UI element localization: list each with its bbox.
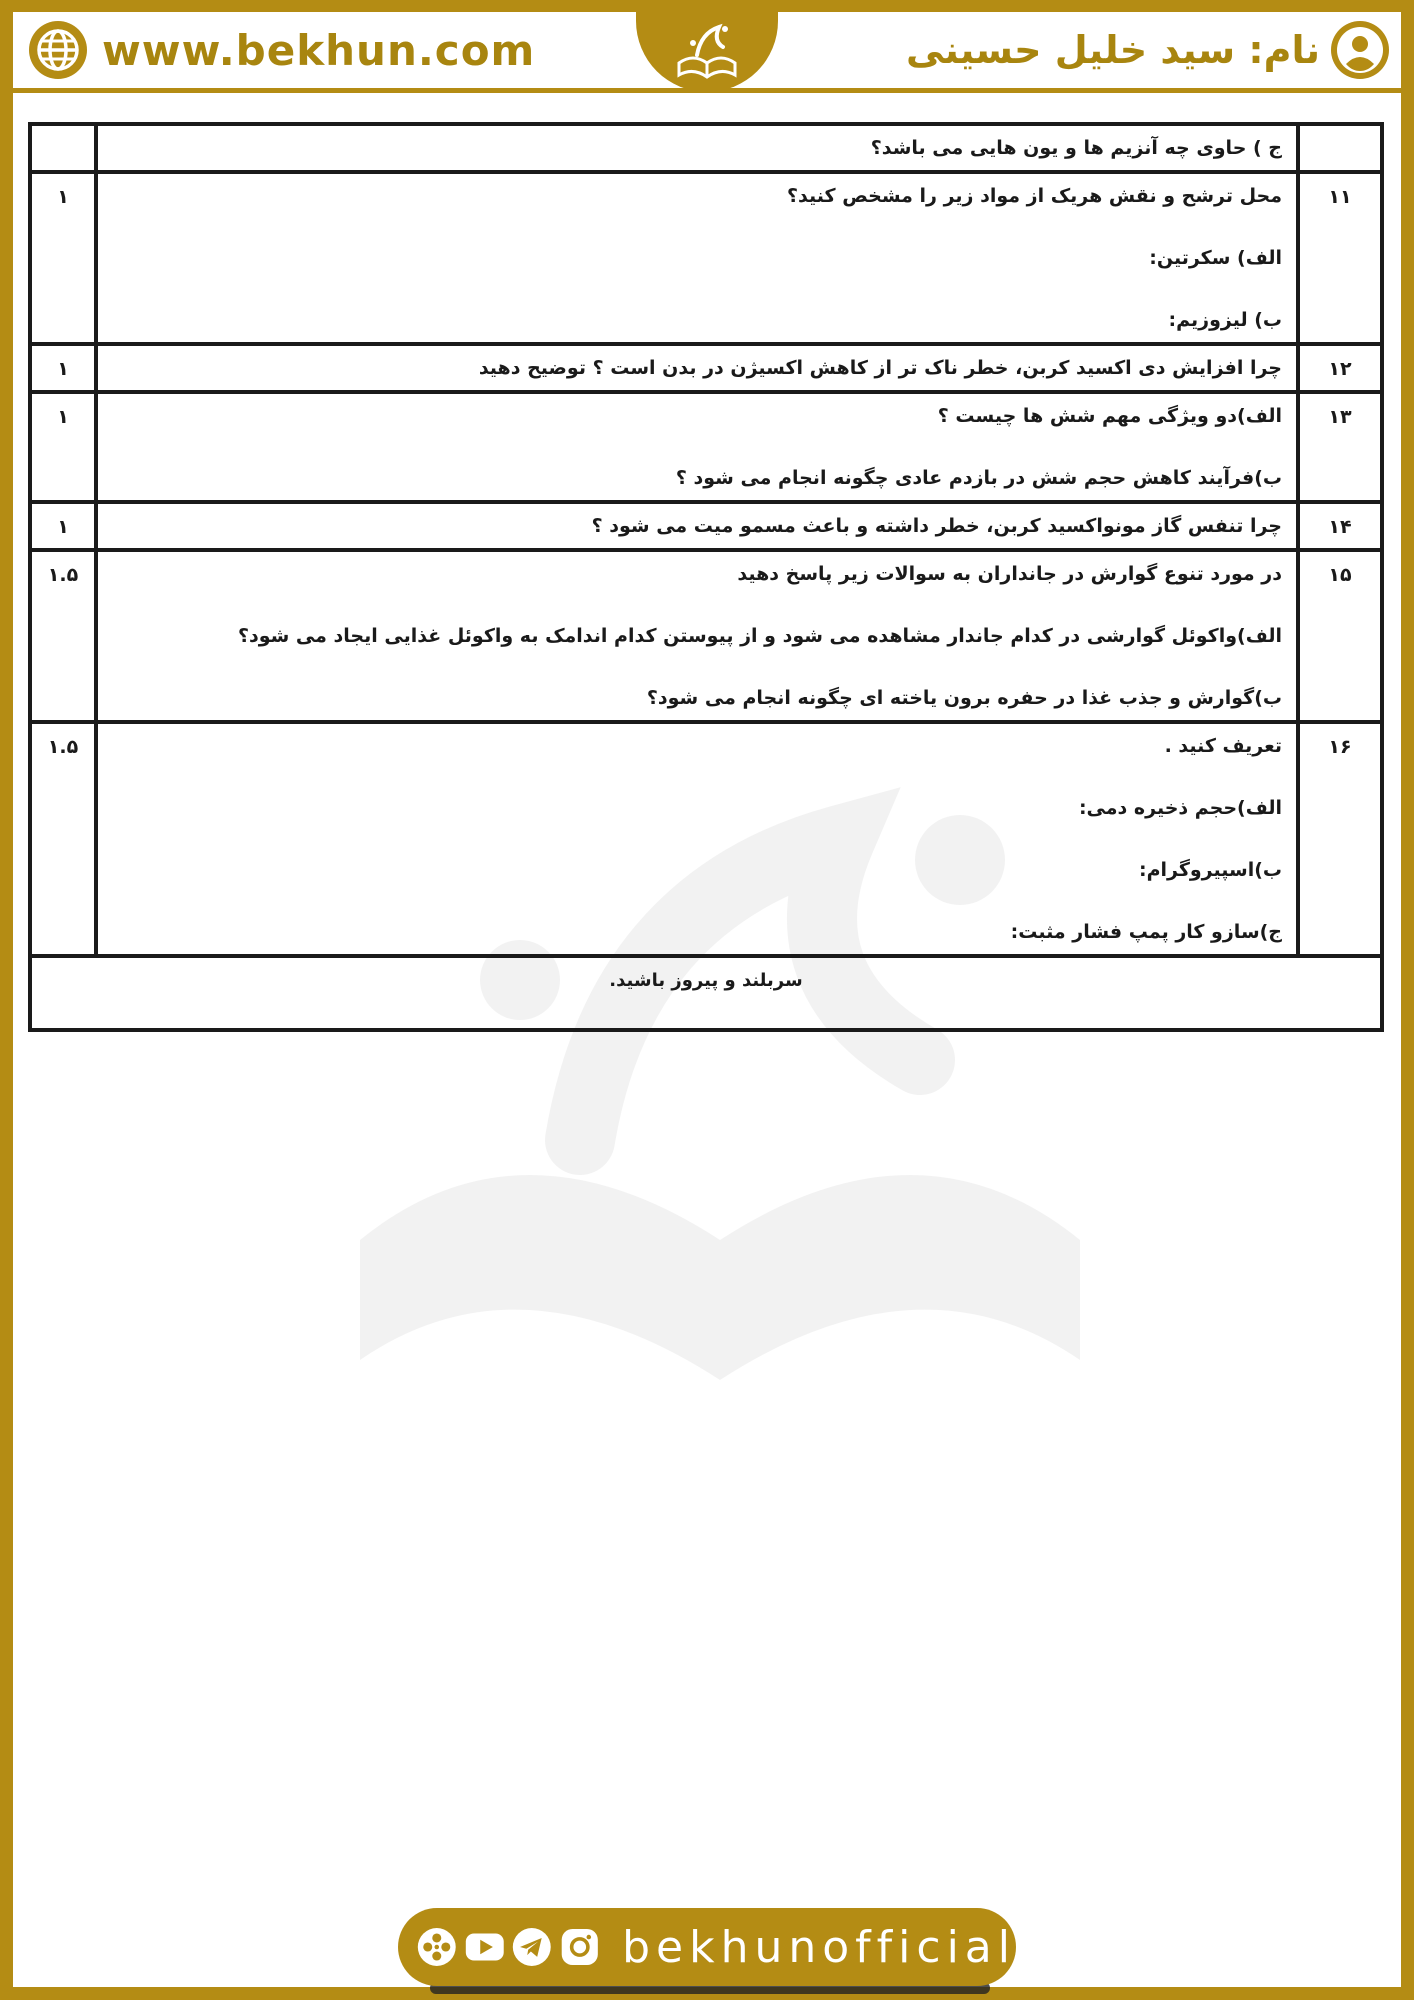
question-line: چرا افزایش دی اکسید کربن، خطر ناک تر از کاهش اکسیژن در بدن است ؟ توضیح دهید <box>478 357 1282 379</box>
question-line: محل ترشح و نقش هریک از مواد زیر را مشخص کنید؟ <box>787 185 1282 207</box>
question-row <box>30 722 1382 956</box>
question-number <box>1298 124 1382 172</box>
question-line: الف)دو ویژگی مهم شش ها چیست ؟ <box>937 405 1282 427</box>
website-text: www.bekhun.com <box>102 25 536 75</box>
question-score: ۱ <box>30 392 96 502</box>
footer-row <box>30 956 1382 1030</box>
question-text <box>96 722 1298 956</box>
website-link[interactable] <box>28 18 535 82</box>
youtube-icon[interactable] <box>464 1924 506 1970</box>
question-row <box>30 124 1382 172</box>
question-score <box>30 124 96 172</box>
question-line: الف) سکرتین: <box>1149 247 1282 269</box>
question-score: ۱.۵ <box>30 550 96 722</box>
question-line: در مورد تنوع گوارش در جانداران به سوالات زیر پاسخ دهید <box>737 563 1282 585</box>
question-line: ب)فرآیند کاهش حجم شش در بازدم عادی چگونه انجام می شود ؟ <box>675 467 1282 489</box>
question-line: ج ) حاوی چه آنزیم ها و یون هایی می باشد؟ <box>870 137 1282 159</box>
social-bar <box>398 1908 1016 1986</box>
user-avatar-icon <box>1330 20 1390 80</box>
question-number: ۱۴ <box>1298 502 1382 550</box>
film-reel-icon[interactable] <box>416 1924 458 1970</box>
question-number: ۱۵ <box>1298 550 1382 722</box>
question-text <box>96 124 1298 172</box>
question-text <box>96 344 1298 392</box>
question-text <box>96 172 1298 344</box>
question-line: ب) لیزوزیم: <box>1168 309 1282 331</box>
question-text <box>96 550 1298 722</box>
question-score: ۱ <box>30 344 96 392</box>
question-row <box>30 392 1382 502</box>
question-row <box>30 502 1382 550</box>
question-row <box>30 344 1382 392</box>
social-handle[interactable]: bekhunofficial <box>622 1921 1016 1973</box>
question-row <box>30 172 1382 344</box>
question-line: الف)حجم ذخیره دمی: <box>1078 797 1282 819</box>
name-label: نام: سید خلیل حسینی <box>906 28 1320 72</box>
question-row <box>30 550 1382 722</box>
question-score: ۱.۵ <box>30 722 96 956</box>
question-number: ۱۱ <box>1298 172 1382 344</box>
exam-table <box>28 122 1384 1032</box>
question-score: ۱ <box>30 172 96 344</box>
instagram-icon[interactable] <box>559 1924 601 1970</box>
globe-icon <box>28 20 88 80</box>
telegram-icon[interactable] <box>511 1924 553 1970</box>
question-line: ب)اسپیروگرام: <box>1138 859 1282 881</box>
question-number: ۱۳ <box>1298 392 1382 502</box>
question-line: ب)گوارش و جذب غذا در حفره برون یاخته ای چگونه انجام می شود؟ <box>646 687 1282 709</box>
question-text <box>96 392 1298 502</box>
question-number: ۱۲ <box>1298 344 1382 392</box>
question-number: ۱۶ <box>1298 722 1382 956</box>
question-text <box>96 502 1298 550</box>
question-line: ج)سازو کار پمپ فشار مثبت: <box>1010 921 1282 943</box>
footer-message: سربلند و پیروز باشید. <box>30 956 1382 1030</box>
book-logo-icon <box>667 19 747 85</box>
question-line: تعریف کنید . <box>1164 735 1282 757</box>
student-name <box>906 18 1390 82</box>
question-line: چرا تنفس گاز مونواکسید کربن، خطر داشته و باعث مسمو میت می شود ؟ <box>591 515 1282 537</box>
question-score: ۱ <box>30 502 96 550</box>
question-line: الف)واکوئل گوارشی در کدام جاندار مشاهده می شود و از پیوستن کدام اندامک به واکوئل غذایی ایجاد می شود؟ <box>237 625 1282 647</box>
